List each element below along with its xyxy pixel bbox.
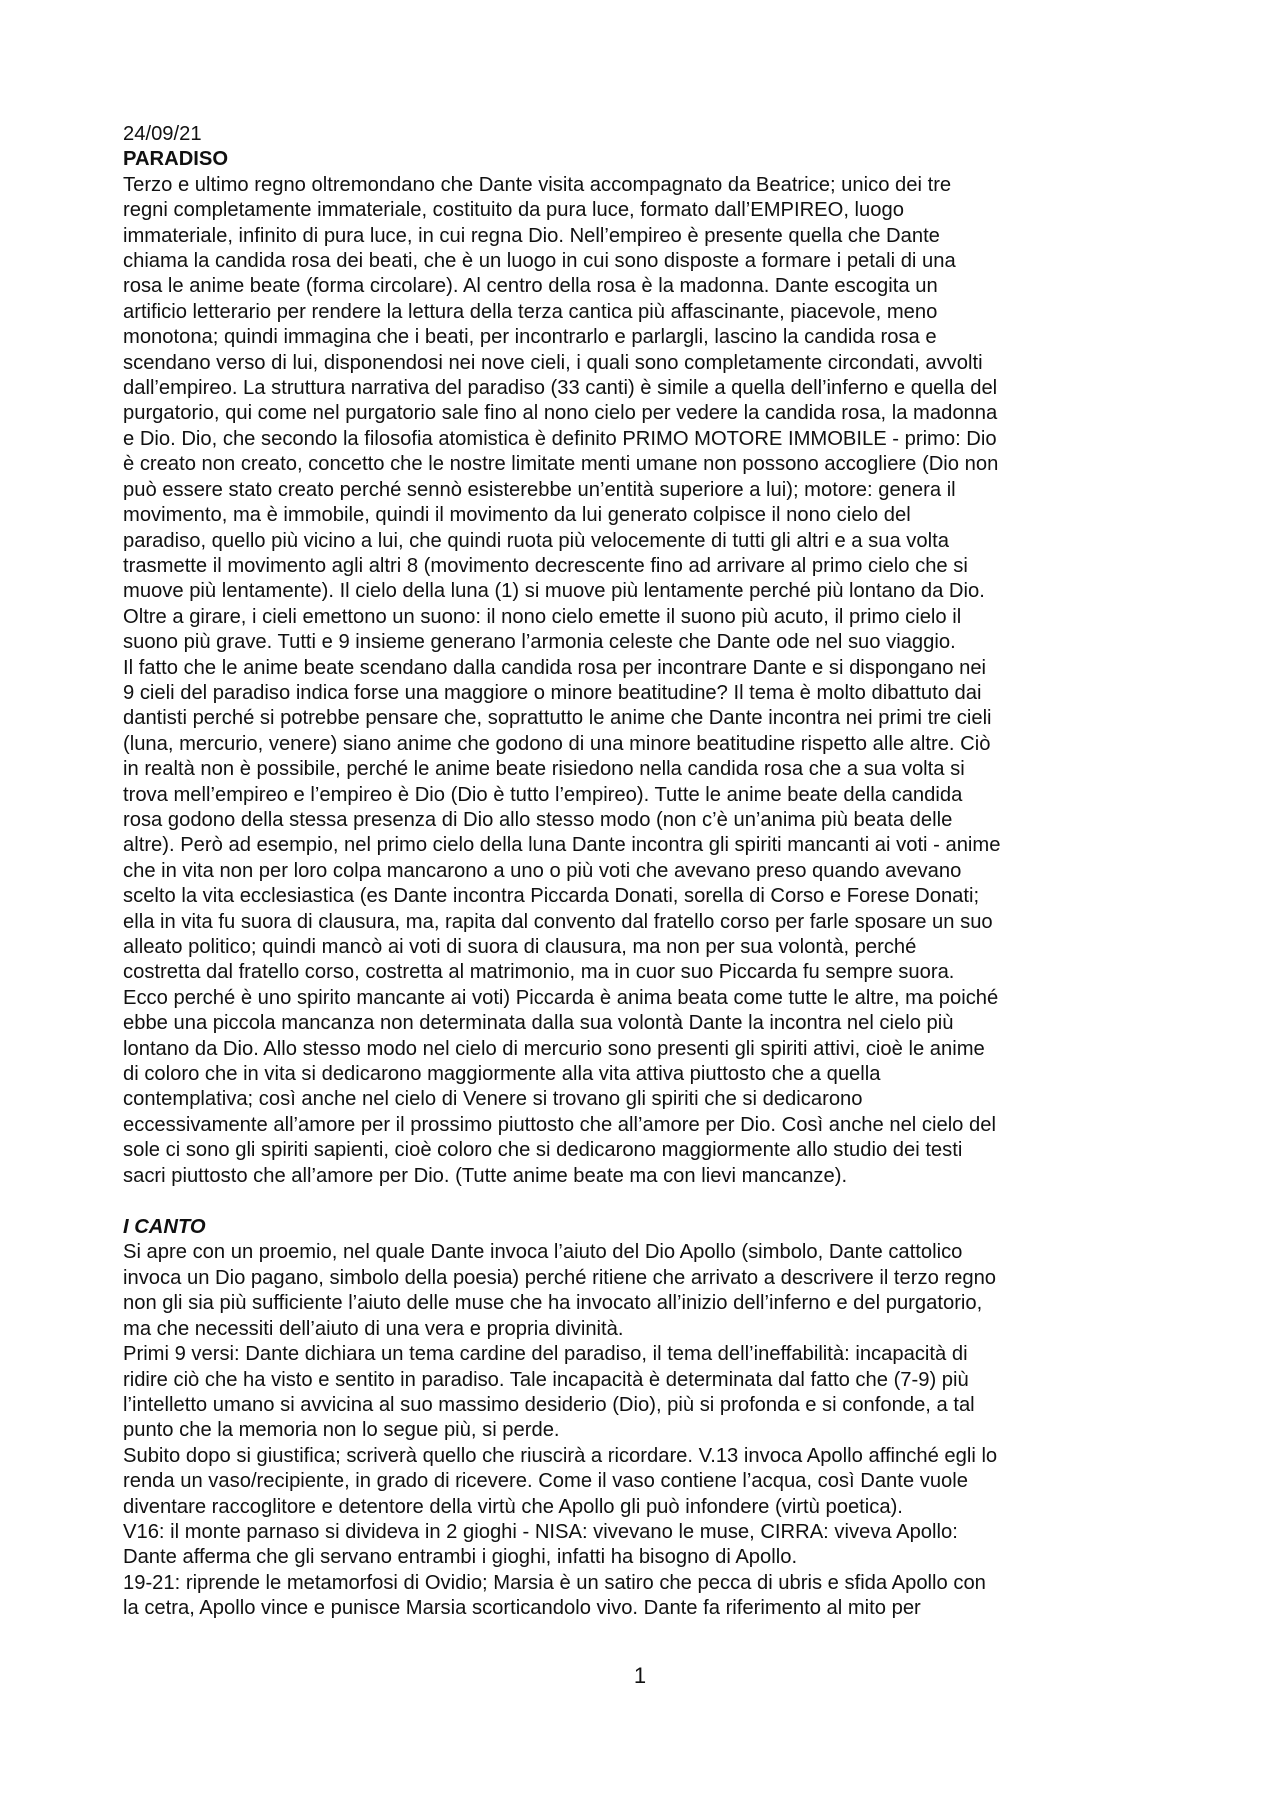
text-line: suono più grave. Tutti e 9 insieme generano l’armonia celeste che Dante ode nel suo viaggio. bbox=[123, 631, 956, 654]
text-line: chiama la candida rosa dei beati, che è un luogo in cui sono disposte a formare i petali di una bbox=[123, 250, 956, 273]
text-line: dall’empireo. La struttura narrativa del paradiso (33 canti) è simile a quella dell’inferno e quella del bbox=[123, 377, 998, 400]
text-line: di coloro che in vita si dedicarono maggiormente alla vita attiva piuttosto che a quella bbox=[123, 1063, 881, 1086]
text-line: movimento, ma è immobile, quindi il movimento da lui generato colpisce il nono cielo del bbox=[123, 504, 911, 527]
text-line: Oltre a girare, i cieli emettono un suono: il nono cielo emette il suono più acuto, il primo cielo il bbox=[123, 605, 962, 628]
text-line: ridire ciò che ha visto e sentito in paradiso. Tale incapacità è determinata dal fatto che (7-9) più bbox=[123, 1368, 969, 1391]
text-line: non gli sia più sufficiente l’aiuto delle muse che ha invocato all’inizio dell’inferno e del purgatorio, bbox=[123, 1292, 983, 1315]
text-line: Subito dopo si giustifica; scriverà quello che riuscirà a ricordare. V.13 invoca Apollo affinché egli lo bbox=[123, 1444, 998, 1467]
text-line: che in vita non per loro colpa mancarono a uno o più voti che avevano preso quando avevano bbox=[123, 859, 962, 882]
text-line: trova mell’empireo e l’empireo è Dio (Dio è tutto l’empireo). Tutte le anime beate della candida bbox=[123, 783, 963, 806]
text-line: Terzo e ultimo regno oltremondano che Dante visita accompagnato da Beatrice; unico dei tre bbox=[123, 173, 952, 196]
section-heading: I CANTO bbox=[123, 1216, 206, 1239]
text-line: costretta dal fratello corso, costretta al matrimonio, ma in cuor suo Piccarda fu sempre suora. bbox=[123, 961, 955, 984]
text-line: ella in vita fu suora di clausura, ma, rapita dal convento dal fratello corso per farle sposare un suo bbox=[123, 910, 993, 933]
text-line: monotona; quindi immagina che i beati, per incontrarlo e parlargli, lascino la candida rosa e bbox=[123, 326, 937, 349]
text-line: è creato non creato, concetto che le nostre limitate menti umane non possono accogliere (Dio non bbox=[123, 453, 999, 476]
text-line: immateriale, infinito di pura luce, in cui regna Dio. Nell’empireo è presente quella che Dante bbox=[123, 224, 940, 247]
text-line: 9 cieli del paradiso indica forse una maggiore o minore beatitudine? Il tema è molto dibattuto dai bbox=[123, 681, 982, 704]
paragraph-gap bbox=[123, 1189, 1168, 1215]
document-page bbox=[123, 122, 1168, 1622]
text-line: altre). Però ad esempio, nel primo cielo della luna Dante incontra gli spiriti mancanti ai voti - anime bbox=[123, 834, 1001, 857]
text-line: Primi 9 versi: Dante dichiara un tema cardine del paradiso, il tema dell’ineffabilità: incapacità di bbox=[123, 1343, 968, 1366]
document-date: 24/09/21 bbox=[123, 123, 202, 145]
text-line: purgatorio, qui come nel purgatorio sale fino al nono cielo per vedere la candida rosa, la madonna bbox=[123, 402, 998, 425]
text-line: lontano da Dio. Allo stesso modo nel cielo di mercurio sono presenti gli spiriti attivi, cioè le anime bbox=[123, 1037, 985, 1060]
text-line: muove più lentamente). Il cielo della luna (1) si muove più lentamente perché più lontano da Dio. bbox=[123, 580, 985, 603]
text-line: contemplativa; così anche nel cielo di Venere si trovano gli spiriti che si dedicarono bbox=[123, 1088, 863, 1111]
text-line: (luna, mercurio, venere) siano anime che godono di una minore beatitudine rispetto alle altre. Ciò bbox=[123, 732, 991, 755]
text-line: scendano verso di lui, disponendosi nei nove cieli, i quali sono completamente circondati, avvolti bbox=[123, 351, 983, 374]
canto-paragraph bbox=[123, 1240, 1168, 1621]
text-line: alleato politico; quindi mancò ai voti di suora di clausura, ma non per sua volontà, perché bbox=[123, 936, 917, 958]
text-line: diventare raccoglitore e detentore della virtù che Apollo gli può infondere (virtù poetica). bbox=[123, 1495, 903, 1518]
text-line: regni completamente immateriale, costituito da pura luce, formato dall’EMPIREO, luogo bbox=[123, 199, 904, 222]
text-line: sole ci sono gli spiriti sapienti, cioè coloro che si dedicarono maggiormente allo studio dei testi bbox=[123, 1139, 963, 1162]
text-line: Ecco perché è uno spirito mancante ai voti) Piccarda è anima beata come tutte le altre, ma poiché bbox=[123, 986, 999, 1009]
text-line: artificio letterario per rendere la lettura della terza cantica più affascinante, piacevole, meno bbox=[123, 300, 938, 323]
text-line: V16: il monte parnaso si divideva in 2 gioghi - NISA: vivevano le muse, CIRRA: viveva Apollo: bbox=[123, 1520, 958, 1543]
page-number: 1 bbox=[633, 1663, 647, 1688]
text-line: invoca un Dio pagano, simbolo della poesia) perché ritiene che arrivato a descrivere il terzo regno bbox=[123, 1266, 997, 1289]
text-line: 19-21: riprende le metamorfosi di Ovidio; Marsia è un satiro che pecca di ubris e sfida Apollo con bbox=[123, 1571, 986, 1594]
text-line: punto che la memoria non lo segue più, si perde. bbox=[123, 1419, 560, 1442]
text-line: renda un vaso/recipiente, in grado di ricevere. Come il vaso contiene l’acqua, così Dante vuole bbox=[123, 1470, 968, 1493]
text-line: rosa godono della stessa presenza di Dio allo stesso modo (non c’è un’anima più beata delle bbox=[123, 808, 953, 831]
text-line: l’intelletto umano si avvicina al suo massimo desiderio (Dio), più si profonda e si confonde, a tal bbox=[123, 1393, 975, 1416]
text-line: Dante afferma che gli servano entrambi i gioghi, infatti ha bisogno di Apollo. bbox=[123, 1546, 798, 1569]
text-line: può essere stato creato perché sennò esisterebbe un’entità superiore a lui); motore: genera il bbox=[123, 478, 956, 501]
text-line: rosa le anime beate (forma circolare). Al centro della rosa è la madonna. Dante escogita un bbox=[123, 275, 938, 298]
document-title: PARADISO bbox=[123, 148, 229, 171]
text-line: Si apre con un proemio, nel quale Dante invoca l’aiuto del Dio Apollo (simbolo, Dante cattolico bbox=[123, 1241, 963, 1264]
text-line: paradiso, quello più vicino a lui, che quindi ruota più velocemente di tutti gli altri e a sua volta bbox=[123, 529, 949, 552]
text-line: e Dio. Dio, che secondo la filosofia atomistica è definito PRIMO MOTORE IMMOBILE - primo: Dio bbox=[123, 427, 997, 450]
text-line: ma che necessiti dell’aiuto di una vera e propria divinità. bbox=[123, 1317, 624, 1340]
text-line: in realtà non è possibile, perché le anime beate risiedono nella candida rosa che a sua volta si bbox=[123, 758, 965, 781]
text-line: eccessivamente all’amore per il prossimo piuttosto che all’amore per Dio. Così anche nel cielo del bbox=[123, 1113, 996, 1136]
text-line: la cetra, Apollo vince e punisce Marsia scorticandolo vivo. Dante fa riferimento al mito per bbox=[123, 1597, 921, 1620]
text-line: trasmette il movimento agli altri 8 (movimento decrescente fino ad arrivare al primo cielo che si bbox=[123, 554, 968, 577]
intro-paragraph bbox=[123, 173, 1168, 1189]
text-line: dantisti perché si potrebbe pensare che, soprattutto le anime che Dante incontra nei primi tre cieli bbox=[123, 707, 992, 730]
text-line: sacri piuttosto che all’amore per Dio. (Tutte anime beate ma con lievi mancanze). bbox=[123, 1164, 848, 1187]
text-line: ebbe una piccola mancanza non determinata dalla sua volontà Dante la incontra nel cielo più bbox=[123, 1012, 954, 1035]
text-line: Il fatto che le anime beate scendano dalla candida rosa per incontrare Dante e si dispongano nei bbox=[123, 656, 987, 679]
text-line: scelto la vita ecclesiastica (es Dante incontra Piccarda Donati, sorella di Corso e Forese Donati; bbox=[123, 885, 980, 908]
